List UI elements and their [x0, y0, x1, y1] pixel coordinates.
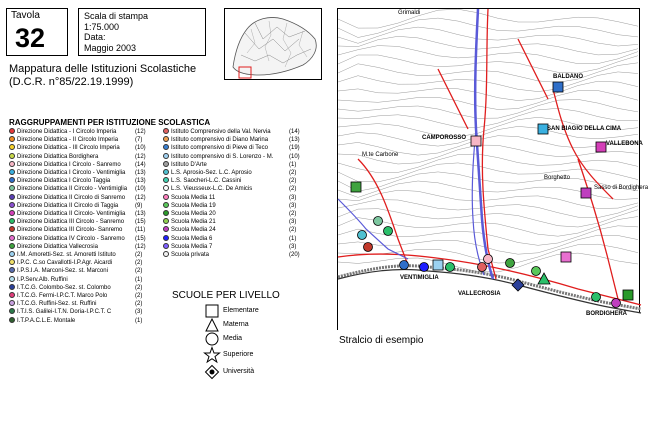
map-label-ventimiglia: VENTIMIGLIA — [400, 275, 439, 281]
legend-swatch — [163, 226, 169, 232]
legend-label: I.T.C.G. Colombo-Sez. st. Colombo — [17, 284, 111, 291]
legend-item — [163, 169, 297, 177]
school-marker — [420, 263, 429, 272]
legend-count: (1) — [135, 317, 143, 324]
legend-count: (2) — [289, 186, 297, 193]
legend-label: Direzione Didattica II Circolo di Sanremo — [17, 194, 126, 201]
scala-line4: Maggio 2003 — [84, 42, 137, 53]
legend-item — [9, 317, 143, 325]
legend-count: (12) — [135, 243, 146, 250]
legend-swatch — [9, 161, 15, 167]
legend-swatch — [9, 235, 15, 241]
legend-count: (2) — [135, 301, 143, 308]
legend-item — [9, 169, 146, 177]
legend-swatch — [9, 243, 15, 249]
legend-count: (19) — [289, 145, 300, 152]
legend-swatch — [163, 136, 169, 142]
school-marker — [592, 293, 601, 302]
legend-item — [163, 161, 297, 169]
legend-swatch — [9, 259, 15, 265]
school-marker — [471, 136, 481, 146]
level-label: Materna — [223, 321, 249, 328]
legend-item — [9, 218, 146, 226]
legend-item — [163, 136, 300, 144]
legend-label: Direzione Didattica - II Circolo Imperia — [17, 137, 119, 144]
map-label-s-biagio: SAN BIAGIO DELLA CIMA — [547, 126, 622, 132]
legend-label: Scuola Media 7 — [171, 243, 213, 250]
map-label-grimaldi: Grimaldi — [398, 10, 421, 16]
level-label: Superiore — [223, 351, 254, 358]
legend-count: (2) — [289, 170, 297, 176]
level-label: Elementare — [223, 307, 259, 314]
school-marker — [374, 217, 383, 226]
legend-count: (15) — [135, 235, 146, 242]
legend-label: Direzione Didattica Bordighera — [17, 153, 99, 160]
legend-label: Direzione Didattica II Circolo di Taggia — [17, 202, 119, 209]
legend-count: (12) — [135, 194, 146, 201]
scala-line1: Scala di stampa — [84, 11, 149, 21]
legend-label: Scuola Media 19 — [171, 202, 216, 209]
map-label-camporosso: CAMPOROSSO — [422, 135, 467, 141]
legend-swatch — [9, 251, 15, 257]
legend-item — [163, 128, 300, 136]
legend-label: I.P.S.I.A. Marconi-Sez. st. Marconi — [17, 268, 108, 275]
legend-label: Scuola Media 6 — [171, 235, 213, 242]
legend-swatch — [9, 317, 15, 323]
legend-label: Direzione Didattica IV Circolo - Sanremo — [17, 235, 125, 242]
legend-swatch — [9, 185, 15, 191]
legend-item — [9, 243, 146, 251]
school-marker — [400, 261, 409, 270]
legend-count: (10) — [135, 145, 146, 152]
school-marker — [596, 142, 606, 152]
school-marker — [581, 188, 591, 198]
legend-swatch — [163, 169, 169, 175]
legend-count: (13) — [135, 211, 146, 217]
legend-item — [9, 259, 143, 267]
school-marker — [351, 182, 361, 192]
legend-label: Direzione Didattica III Circolo - Sanremo — [17, 219, 125, 226]
legend-swatch — [163, 177, 169, 183]
main-title — [9, 63, 196, 89]
legend-swatch — [9, 284, 15, 290]
legend-count: (2) — [289, 178, 297, 185]
tavola-box — [6, 8, 68, 56]
legend-swatch — [163, 210, 169, 216]
legend-item — [163, 218, 297, 226]
legend-label: Scuola Media 21 — [171, 219, 216, 226]
legend-count: (13) — [289, 137, 300, 144]
legend-count: (3) — [289, 219, 297, 226]
legend-swatch — [163, 161, 169, 167]
legend-count: (2) — [135, 284, 143, 291]
legend-label: Scuola Media 24 — [171, 227, 216, 234]
legend-count: (14) — [289, 129, 300, 135]
legend-item — [9, 276, 143, 284]
legend-swatch — [9, 128, 15, 134]
legend-item — [163, 194, 297, 202]
river-roja — [338, 199, 408, 259]
legend-label: Istituto comprensivo di Pieve di Teco — [171, 145, 268, 152]
legend-swatch — [9, 276, 15, 282]
legend-swatch — [9, 226, 15, 232]
school-marker — [484, 255, 493, 264]
inset-map-svg — [225, 9, 323, 81]
legend-swatch — [9, 153, 15, 159]
legend-count: (13) — [135, 170, 146, 176]
square-icon — [205, 304, 219, 318]
legend-swatch — [163, 235, 169, 241]
legend-swatch — [9, 194, 15, 200]
legend-item — [9, 210, 146, 218]
legend-item — [9, 300, 143, 308]
legend-count: (2) — [289, 211, 297, 217]
legend-swatch — [163, 128, 169, 134]
legend-count: (3) — [289, 202, 297, 209]
legend-count: (1) — [135, 276, 143, 283]
tavola-number: 32 — [15, 23, 46, 53]
legend-label: Istituto Comprensivo della Val. Nervia — [171, 129, 271, 135]
legend-swatch — [9, 144, 15, 150]
contour-lines — [338, 9, 638, 272]
legend-label: I.T.C.G. Ruffini-Sez. st. Ruffini — [17, 301, 97, 308]
legend-count: (3) — [289, 194, 297, 201]
legend-item — [9, 284, 143, 292]
school-marker — [433, 260, 443, 270]
star-icon — [204, 347, 220, 363]
legend-count: (2) — [135, 260, 143, 267]
legend-item — [9, 308, 143, 316]
legend-swatch — [163, 243, 169, 249]
school-marker — [384, 227, 393, 236]
legend-label: Direzione Didattica - I Circolo Imperia — [17, 129, 117, 135]
overview-inset-map — [224, 8, 322, 80]
legend-count: (11) — [135, 227, 146, 234]
legend-swatch — [163, 153, 169, 159]
scuole-per-livello-title: SCUOLE PER LIVELLO — [172, 290, 280, 301]
legend-swatch — [9, 169, 15, 175]
tavola-label: Tavola — [11, 10, 40, 21]
legend-count: (10) — [289, 153, 300, 160]
legend-label: L.S. Saocheri-L.C. Cassini — [171, 178, 242, 185]
legend-label: L.S. Vieusseux-L.C. De Amicis — [171, 186, 253, 193]
legend-item — [9, 153, 146, 161]
legend-label: Direzione Didattica - III Circolo Imperia — [17, 145, 120, 152]
legend-label: I.P.Serv.Alb. Ruffini — [17, 276, 68, 283]
legend-label: Istituto comprensivo di Diano Marina — [171, 137, 269, 144]
legend-label: L.S. Aprosio-Sez. L.C. Aprosio — [171, 170, 252, 176]
legend-swatch — [9, 210, 15, 216]
legend-count: (3) — [135, 309, 143, 316]
legend-label: I.T.P.A.C.L.E. Montale — [17, 317, 76, 324]
raggruppamenti-title: RAGGRUPPAMENTI PER ISTITUZIONE SCOLASTICA — [9, 118, 211, 127]
legend-item — [9, 161, 146, 169]
level-label: Media — [223, 335, 243, 342]
legend-label: Scuola Media 20 — [171, 211, 216, 217]
legend-item — [163, 177, 297, 185]
legend-count: (14) — [135, 161, 146, 168]
legend-item — [163, 153, 300, 161]
legend-count: (1) — [289, 235, 297, 242]
school-marker — [612, 299, 621, 308]
legend-label: I.T.I.S. Galilei-I.T.N. Doria-I.P.C.T. C — [17, 309, 112, 316]
legend-label: Direzione Didattica Vallecrosia — [17, 243, 98, 250]
legend-item — [9, 128, 146, 136]
legend-count: (2) — [135, 268, 143, 275]
legend-swatch — [163, 144, 169, 150]
legend-count: (7) — [135, 137, 143, 144]
school-marker — [532, 267, 541, 276]
map-label-sasso: Sasso di Bordighera — [594, 185, 649, 191]
school-marker — [364, 243, 373, 252]
legend-count: (1) — [289, 161, 297, 168]
title-line2: (D.C.R. n°85/22.19.1999) — [9, 76, 134, 88]
legend-swatch — [163, 218, 169, 224]
legend-item — [163, 185, 297, 193]
legend-swatch — [9, 308, 15, 314]
legend-swatch — [163, 251, 169, 257]
legend-label: Scuola privata — [171, 252, 210, 258]
school-marker — [561, 252, 571, 262]
legend-item — [9, 226, 146, 234]
school-marker — [623, 290, 633, 300]
legend-item — [9, 136, 143, 144]
legend-item — [9, 267, 143, 275]
legend-count: (2) — [289, 227, 297, 234]
circle-icon — [205, 332, 219, 346]
map-label-vallecrosia: VALLECROSIA — [458, 291, 501, 297]
legend-count: (3) — [289, 243, 297, 250]
legend-count: (2) — [135, 293, 143, 299]
triangle-icon — [205, 318, 219, 332]
legend-item — [9, 235, 146, 243]
map-caption: Stralcio di esempio — [339, 335, 424, 346]
legend-item — [9, 292, 143, 300]
legend-item — [9, 185, 146, 193]
example-map — [337, 8, 649, 330]
legend-label: Scuola Media 11 — [171, 194, 216, 201]
legend-swatch — [9, 202, 15, 208]
scala-line2: 1:75.000 — [84, 21, 120, 32]
map-label-baldano: BALDANO — [553, 74, 583, 80]
legend-item — [163, 210, 297, 218]
diamond-dot-icon — [205, 365, 219, 379]
legend-label: I.T.C.G. Fermi-I.P.C.T. Marco Polo — [17, 293, 108, 299]
map-label-carbone: M.te Carbone — [362, 152, 399, 158]
legend-item — [9, 194, 146, 202]
legend-item — [163, 243, 297, 251]
title-line1: Mappatura delle Istituzioni Scolastiche — [9, 63, 197, 75]
legend-count: (13) — [135, 178, 146, 185]
legend-label: I.M. Amoretti-Sez. st. Amoretti Istituto — [17, 252, 116, 258]
legend-item — [9, 202, 143, 210]
legend-label: Istituto comprensivo di S. Lorenzo - M. — [171, 153, 274, 160]
legend-count: (9) — [135, 202, 143, 209]
legend-swatch — [9, 136, 15, 142]
legend-swatch — [163, 194, 169, 200]
level-label: Università — [223, 368, 255, 375]
map-label-vallebona: VALLEBONA — [606, 141, 643, 147]
legend-count: (12) — [135, 129, 146, 135]
legend-item — [9, 251, 143, 259]
legend-item — [9, 144, 146, 152]
map-label-bordighera: BORDIGHERA — [586, 311, 628, 317]
legend-label: Direzione Didattica I Circolo Taggia — [17, 178, 111, 185]
legend-swatch — [163, 202, 169, 208]
legend-item — [163, 235, 297, 243]
legend-item — [163, 226, 297, 234]
legend-count: (10) — [135, 186, 146, 193]
legend-count: (2) — [135, 252, 143, 258]
school-marker — [358, 231, 367, 240]
legend-label: Istituto D'Arte — [171, 161, 207, 168]
school-marker — [478, 263, 487, 272]
legend-swatch — [163, 185, 169, 191]
legend-label: I.P.C. C.so Cavallotti-I.P.Agr. Aicardi — [17, 260, 113, 267]
legend-swatch — [9, 218, 15, 224]
legend-label: Direzione Didattica II Circolo- Ventimiglia — [17, 211, 126, 217]
legend-count: (20) — [289, 252, 300, 258]
legend-label: Direzione Didattica I Circolo - Ventimiglia — [17, 170, 126, 176]
legend-item — [9, 177, 146, 185]
scala-line3: Data: — [84, 32, 106, 42]
scala-box — [78, 8, 206, 56]
legend-count: (12) — [135, 153, 146, 160]
legend-item — [163, 202, 297, 210]
map-svg — [338, 9, 641, 331]
legend-swatch — [9, 300, 15, 306]
legend-label: Direzione Didattica III Circolo- Sanremo — [17, 227, 123, 234]
school-marker — [506, 259, 515, 268]
legend-swatch — [9, 292, 15, 298]
school-marker — [446, 263, 455, 272]
legend-label: Direzione Didattica II Circolo - Ventimiglia — [17, 186, 128, 193]
school-marker — [553, 82, 563, 92]
map-label-borghetto: Borghetto — [544, 175, 571, 181]
legend-item — [163, 251, 300, 259]
legend-item — [163, 144, 300, 152]
legend-label: Direzione Didattica I Circolo - Sanremo — [17, 161, 121, 168]
legend-swatch — [9, 177, 15, 183]
legend-count: (15) — [135, 219, 146, 226]
legend-swatch — [9, 267, 15, 273]
